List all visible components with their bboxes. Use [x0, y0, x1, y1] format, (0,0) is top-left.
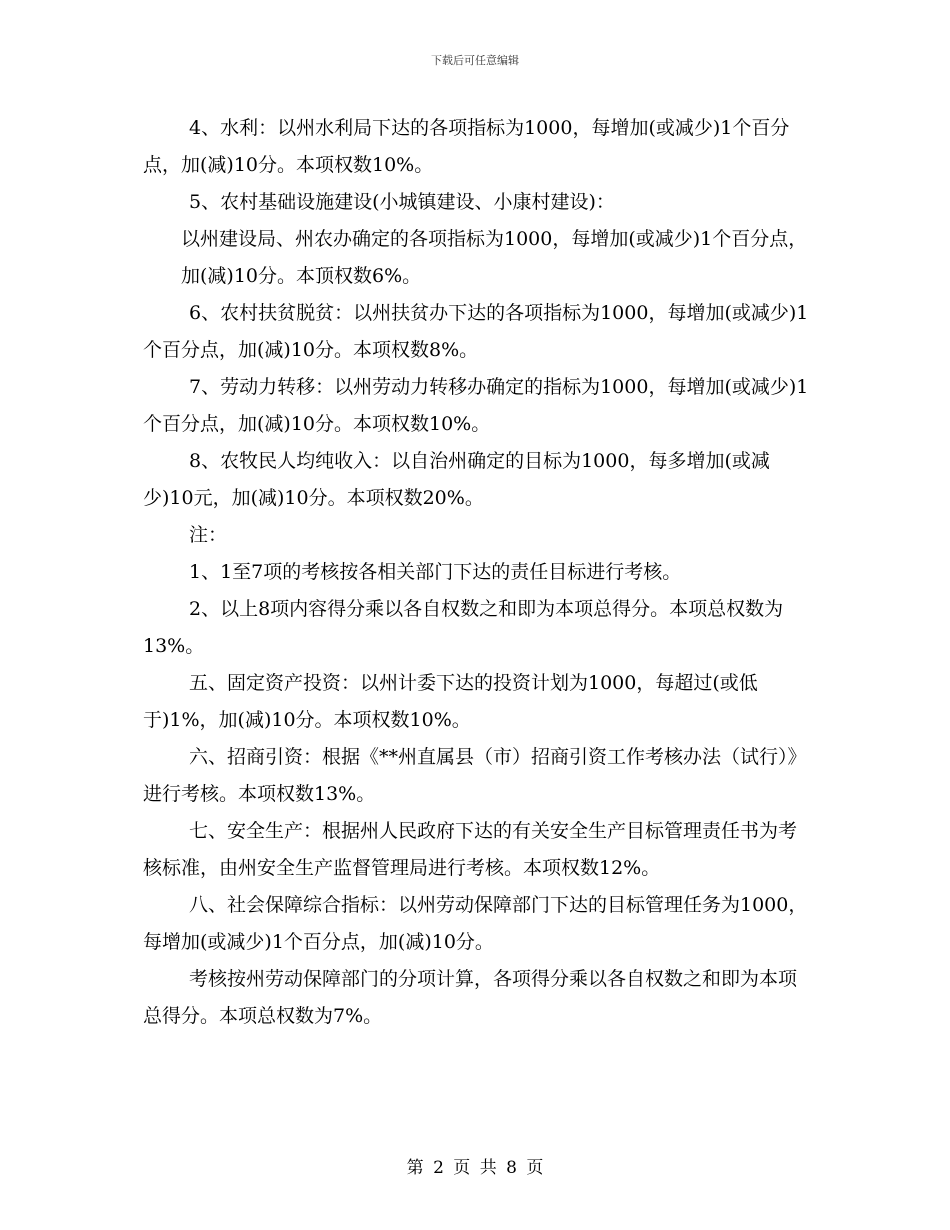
paragraph-social-security: 八、社会保障综合指标：以州劳动保障部门下达的目标管理任务为1000，每增加(或减少)1个百分点，加(减)10分。: [143, 894, 808, 953]
paragraph-rural-infrastructure: 以州建设局、州农办确定的各项指标为1000，每增加(或减少)1个百分点，加(减)10分。本顶权数6%。: [181, 228, 808, 287]
page-header: 下载后可任意编辑: [431, 54, 519, 67]
paragraph-note-label: 注：: [189, 524, 228, 546]
paragraph-safety-production: 七、安全生产：根据州人民政府下达的有关安全生产目标管理责任书为考核标准，由州安全生产监督管理局进行考核。本项权数12%。: [143, 820, 798, 879]
paragraph-rural-infrastructure-heading: 5、农村基础设施建设(小城镇建设、小康村建设)：: [189, 191, 615, 213]
paragraph-poverty-alleviation: 6、农村扶贫脱贫：以州扶贫办下达的各项指标为1000，每增加(或减少)1个百分点，加(减)10分。本项权数8%。: [143, 302, 809, 361]
paragraph-investment-promotion: 六、招商引资：根据《**州直属县（市）招商引资工作考核办法（试行）》进行考核。本项权数13%。: [143, 746, 807, 805]
paragraph-note-2: 2、以上8项内容得分乘以各自权数之和即为本项总得分。本项总权数为13%。: [143, 598, 784, 657]
page-footer: 第 2 页 共 8 页: [406, 1158, 544, 1178]
paragraph-assessment-method: 考核按州劳动保障部门的分项计算，各项得分乘以各自权数之和即为本项总得分。本项总权数为7%。: [143, 968, 798, 1027]
paragraph-water-conservancy: 4、水利：以州水利局下达的各项指标为1000，每增加(或减少)1个百分点，加(减)10分。本项权数10%。: [143, 117, 790, 176]
paragraph-note-1: 1、1至7项的考核按各相关部门下达的责任目标进行考核。: [189, 561, 682, 583]
document-body: [143, 110, 815, 1035]
paragraph-farmer-income: 8、农牧民人均纯收入：以自治州确定的目标为1000，每多增加(或减少)10元，加(减)10分。本项权数20%。: [143, 450, 770, 509]
paragraph-labor-transfer: 7、劳动力转移：以州劳动力转移办确定的指标为1000，每增加(或减少)1个百分点，加(减)10分。本项权数10%。: [143, 376, 809, 435]
paragraph-fixed-asset-investment: 五、固定资产投资：以州计委下达的投资计划为1000，每超过(或低于)1%，加(减)10分。本项权数10%。: [143, 672, 758, 731]
